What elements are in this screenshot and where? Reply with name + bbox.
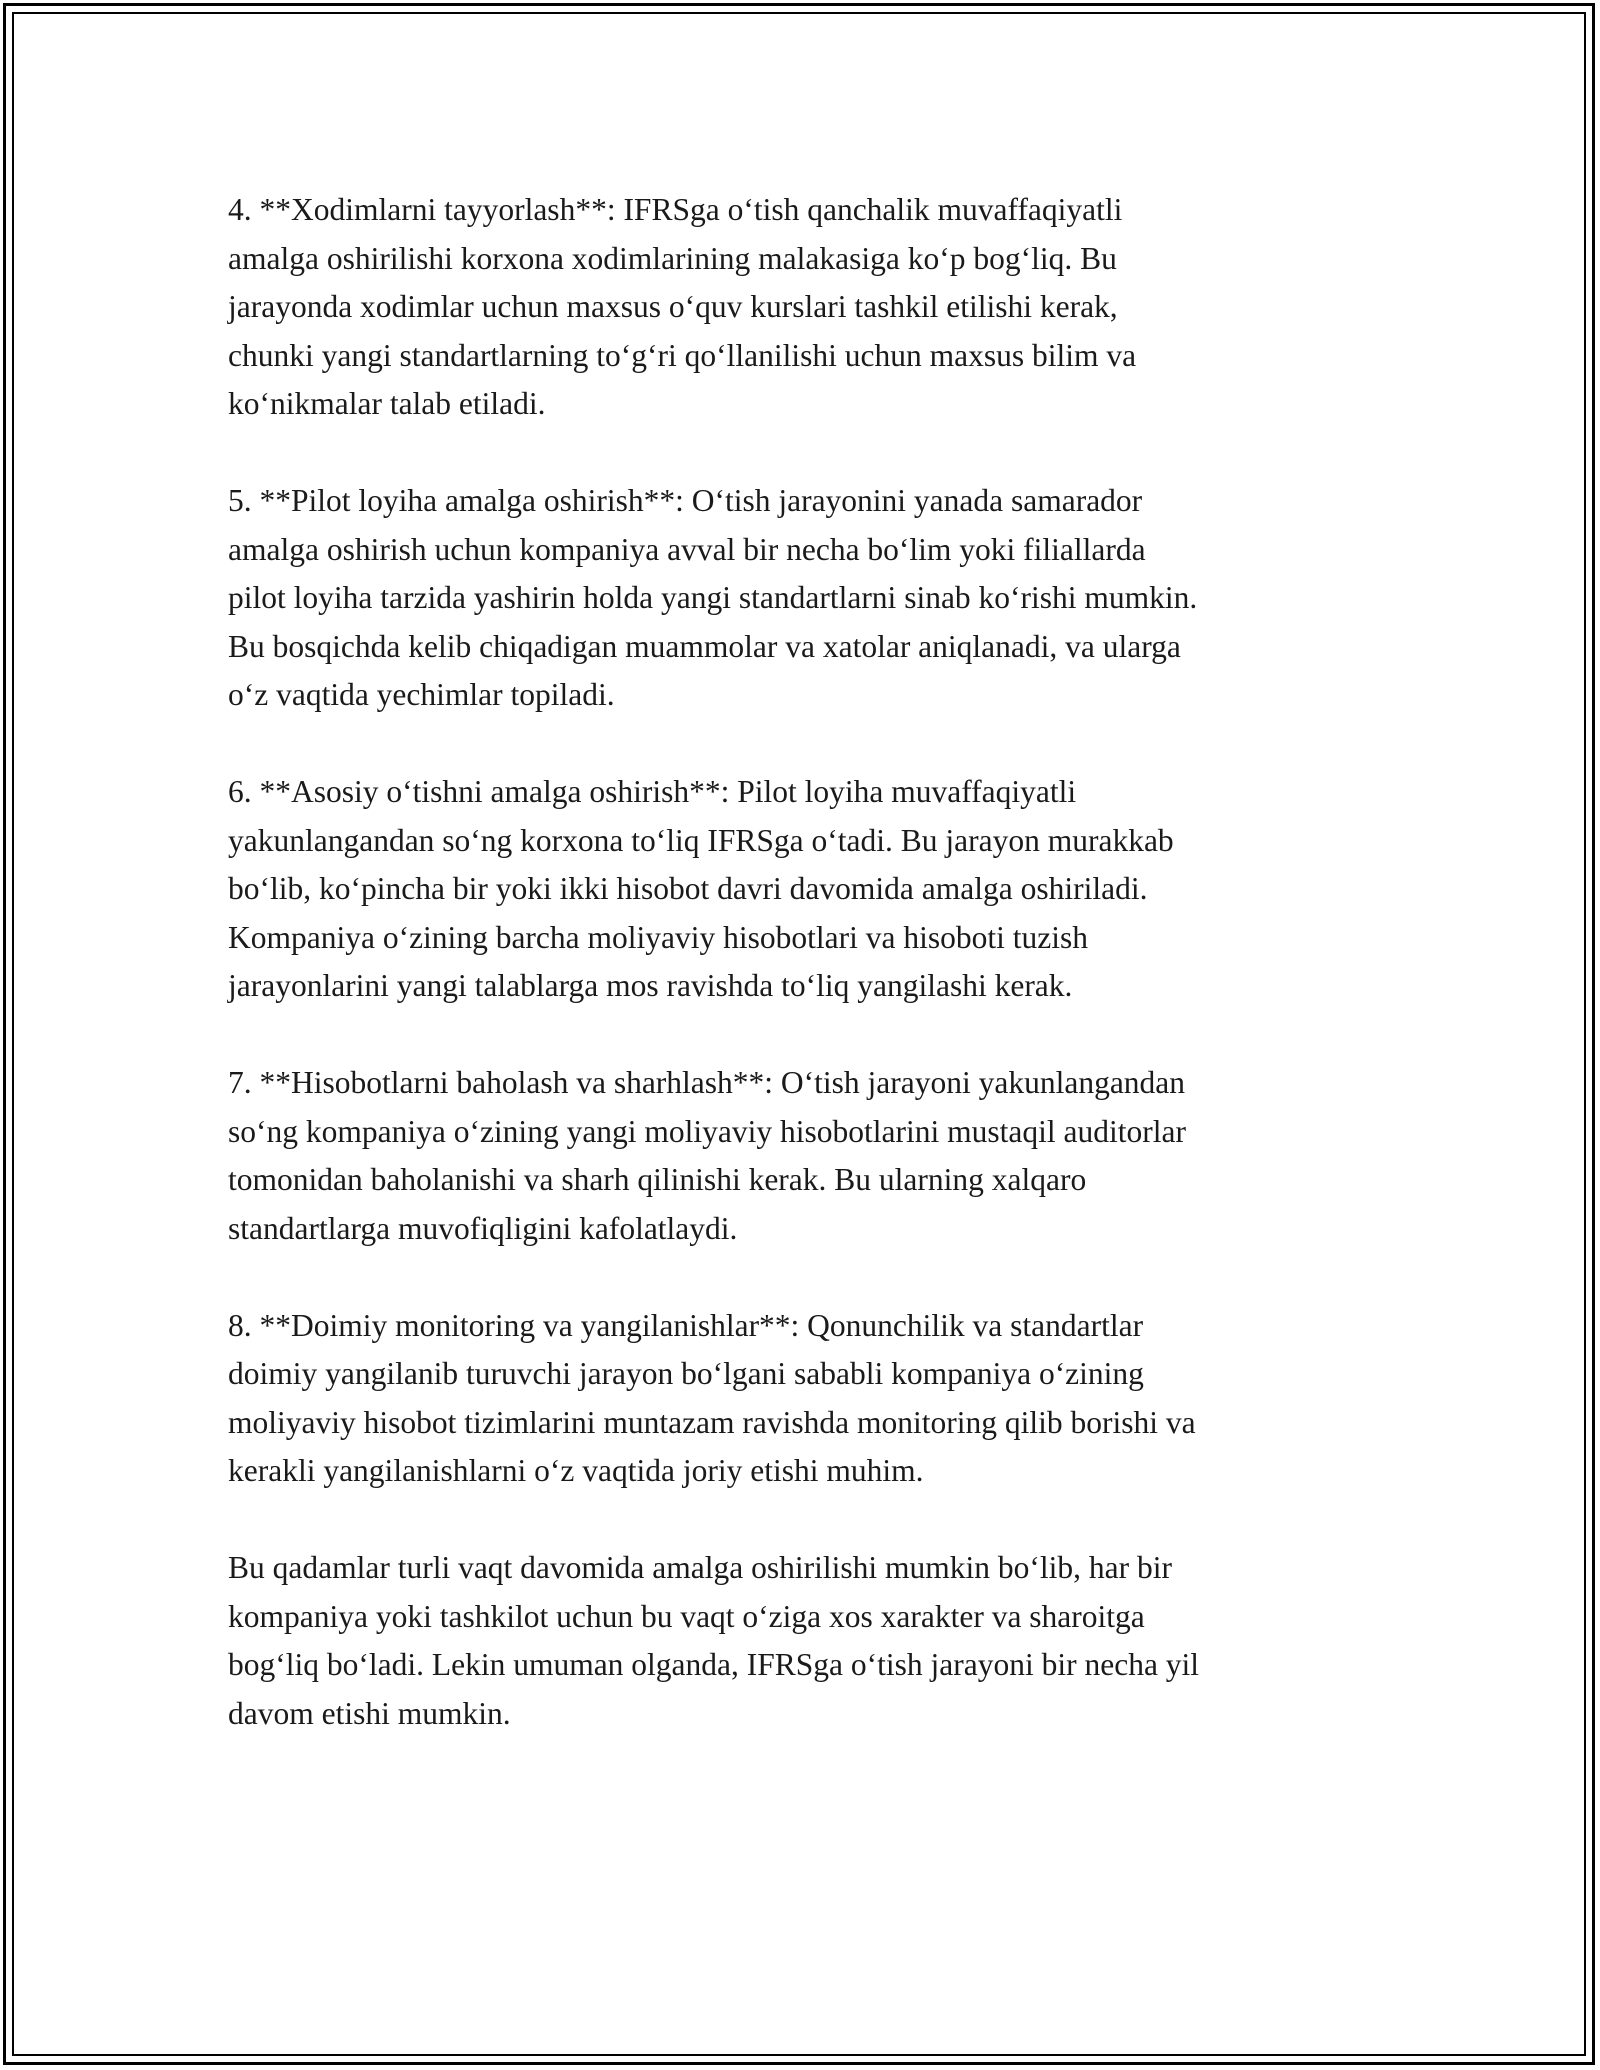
paragraph-step-6: 6. **Asosiy o‘tishni amalga oshirish**: Pilot loyiha muvaffaqiyatli yakunlangandan so‘ng korxona to‘liq IFRSga o‘tadi. Bu jarayon murakkab bo‘lib, ko‘pincha bir yoki ikki hisobot davri davomida amalga oshiriladi. Kompaniya o‘zining barcha moliyaviy hisobotlari va hisoboti tuzish jarayonlarini yangi talablarga mos ravishda to‘liq yangilashi kerak. xyxy=(228,774,1174,1003)
paragraph-step-8: 8. **Doimiy monitoring va yangilanishlar**: Qonunchilik va standartlar doimiy yangilanib turuvchi jarayon bo‘lgani sababli kompaniya o‘zining moliyaviy hisobot tizimlarini muntazam ravishda monitoring qilib borishi va kerakli yangilanishlarni o‘z vaqtida joriy etishi muhim. xyxy=(228,1307,1196,1488)
document-body xyxy=(228,186,1408,1787)
paragraph-step-7: 7. **Hisobotlarni baholash va sharhlash**: O‘tish jarayoni yakunlangandan so‘ng kompaniya o‘zining yangi moliyaviy hisobotlarini mustaqil auditorlar tomonidan baholanishi va sharh qilinishi kerak. Bu ularning xalqaro standartlarga muvofiqligini kafolatlaydi. xyxy=(228,1065,1186,1246)
paragraph-step-5: 5. **Pilot loyiha amalga oshirish**: O‘tish jarayonini yanada samarador amalga oshirish uchun kompaniya avval bir necha bo‘lim yoki filiallarda pilot loyiha tarzida yashirin holda yangi standartlarni sinab ko‘rishi mumkin. Bu bosqichda kelib chiqadigan muammolar va xatolar aniqlanadi, va ularga o‘z vaqtida yechimlar topiladi. xyxy=(228,483,1198,712)
paragraph-conclusion: Bu qadamlar turli vaqt davomida amalga oshirilishi mumkin bo‘lib, har bir kompaniya yoki tashkilot uchun bu vaqt o‘ziga xos xarakter va sharoitga bog‘liq bo‘ladi. Lekin umuman olganda, IFRSga o‘tish jarayoni bir necha yil davom etishi mumkin. xyxy=(228,1550,1200,1731)
paragraph-step-4: 4. **Xodimlarni tayyorlash**: IFRSga o‘tish qanchalik muvaffaqiyatli amalga oshirilishi korxona xodimlarining malakasiga ko‘p bog‘liq. Bu jarayonda xodimlar uchun maxsus o‘quv kurslari tashkil etilishi kerak, chunki yangi standartlarning to‘g‘ri qo‘llanilishi uchun maxsus bilim va ko‘nikmalar talab etiladi. xyxy=(228,192,1137,421)
